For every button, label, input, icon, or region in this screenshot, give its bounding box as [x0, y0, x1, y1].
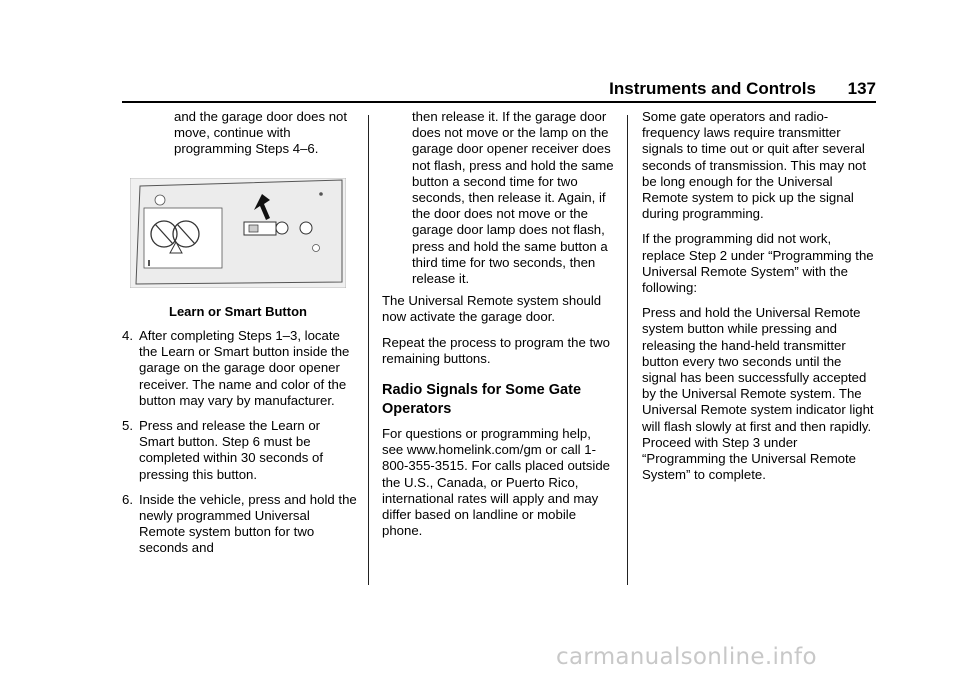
watermark: carmanualsonline.info — [556, 644, 817, 670]
column-divider — [368, 115, 369, 585]
step-6-continuation: then release it. If the garage door does not move or the lamp on the garage door opener receiver does not flash, press and hold the same button a second time for two seconds, then release it. Again, if the door does not move or the garage door lamp does not flash, press and hold the same button a third time for two seconds, then release it. — [412, 109, 614, 287]
repeat-paragraph: Repeat the process to program the two remaining buttons. — [382, 334, 610, 366]
step-text: Press and release the Learn or Smart button. Step 6 must be completed within 30 seconds of pressing this button. — [139, 418, 324, 482]
column-divider — [627, 115, 628, 585]
step-text: After completing Steps 1–3, locate the Learn or Smart button inside the garage on the garage door opener receiver. The name and color of the button may vary by manufacturer. — [139, 328, 350, 408]
page-number: 137 — [847, 79, 876, 98]
step-item — [122, 492, 358, 557]
header-divider — [122, 101, 876, 103]
column-3 — [642, 109, 878, 492]
step-number: 6. — [122, 491, 133, 507]
column-1-steps — [122, 328, 358, 566]
step-number: 4. — [122, 328, 133, 343]
gate-operators-paragraph: Some gate operators and radio-frequency laws require transmitter signals to time out or quit after several seconds of transmission. This may not be long enough for the Universal Remote system to pick up the signal during programming. — [642, 109, 867, 222]
programming-failed-paragraph: If the programming did not work, replace Step 2 under “Programming the Universal Remote System” with the following: — [642, 231, 874, 296]
step-text: Inside the vehicle, press and hold the newly programmed Universal Remote system button for two seconds and — [139, 491, 357, 556]
learn-button-illustration — [130, 178, 346, 288]
help-paragraph: For questions or programming help, see www.homelink.com/gm or call 1-800-355-3515. For calls placed outside the U.S., Canada, or Puerto Rico, international rates will apply and may differ based on landline or mobile phone. — [382, 426, 610, 539]
figure-caption: Learn or Smart Button — [169, 304, 307, 319]
alternate-procedure-paragraph: Press and hold the Universal Remote system button while pressing and releasing the hand-held transmitter button every two seconds until the signal has been successfully accepted by the Universal Remote system. The Universal Remote system indicator light will flash slowly at first and then rapidly. Proceed with Step 3 under “Programming the Universal Remote System” to complete. — [642, 305, 874, 483]
activation-paragraph: The Universal Remote system should now activate the garage door. — [382, 293, 602, 325]
column-1 — [122, 109, 358, 167]
step-item — [122, 418, 358, 483]
step-number: 5. — [122, 418, 133, 434]
intro-paragraph: and the garage door does not move, continue with programming Steps 4–6. — [174, 109, 348, 157]
section-title: Instruments and Controls — [609, 79, 816, 98]
section-heading: Radio Signals for Some Gate Operators — [382, 382, 582, 418]
step-item — [122, 328, 358, 409]
column-2 — [382, 109, 614, 548]
